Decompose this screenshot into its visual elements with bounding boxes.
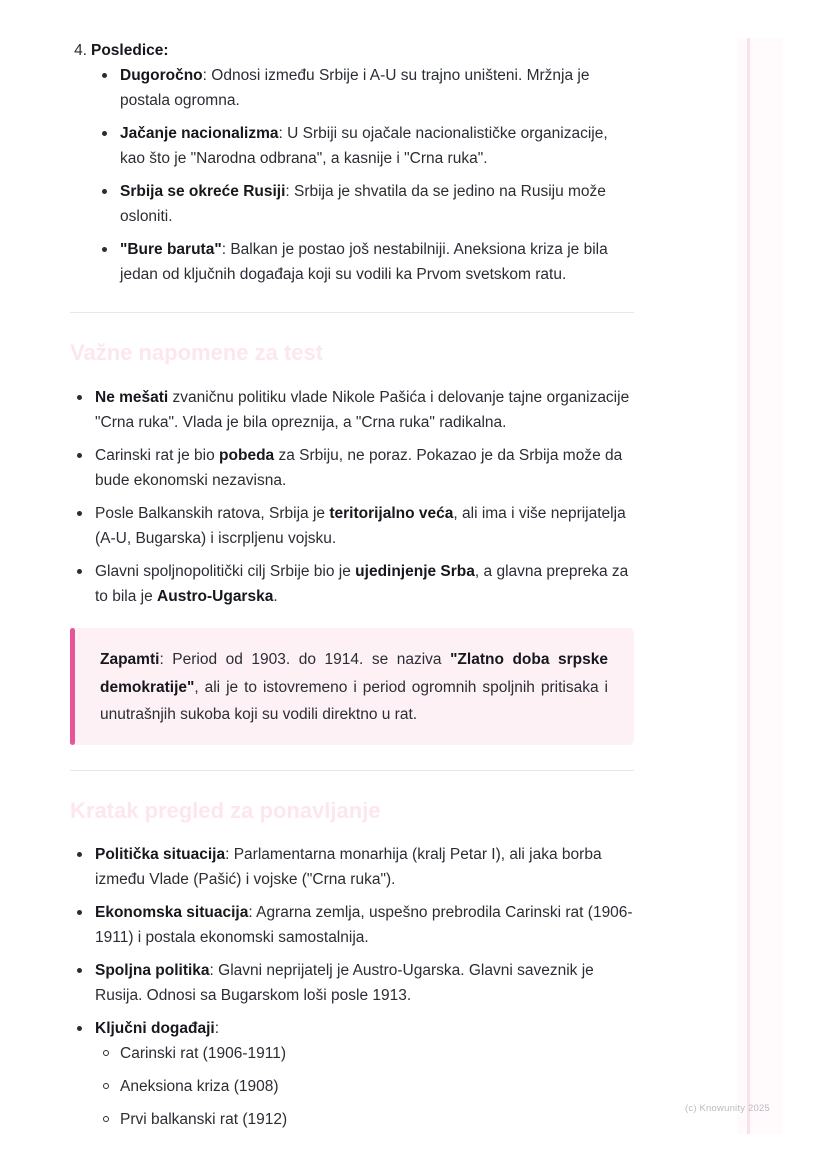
circle-bullet-icon (103, 1116, 109, 1122)
bullet-icon (77, 1026, 82, 1031)
list-item (120, 63, 634, 113)
bullet-icon (102, 247, 107, 252)
item-emphasis: teritorijalno veća (329, 505, 454, 522)
callout-emphasis: "Zlatno doba srpske demokratije" (100, 651, 608, 696)
document-page (70, 38, 634, 1140)
item-term: Ekonomska situacija (95, 903, 249, 921)
item-text: : (214, 1019, 220, 1037)
bullet-icon (77, 968, 82, 973)
bullet-icon (102, 73, 107, 78)
item-term: Srbija se okreće Rusiji (120, 183, 286, 200)
consequences-list (70, 63, 634, 287)
notes-heading: Važne napomene za test (70, 340, 324, 365)
right-margin-rail (737, 38, 783, 1134)
bullet-icon (77, 569, 82, 574)
item-text: : Odnosi između Srbije i A-U su trajno uništeni. Mržnja je postala ogromna. (120, 67, 590, 109)
notes-list (70, 385, 634, 609)
callout-label: Zapamti (100, 651, 160, 668)
review-heading: Kratak pregled za ponavljanje (70, 797, 381, 823)
list-item (95, 559, 634, 609)
item-term: Politička situacija (95, 845, 226, 863)
item-text: : Parlamentarna monarhija (kralj Petar I), ali jaka borba između Vlade (Pašić) i vojske ("Crna ruka"). (95, 845, 602, 888)
list-item (95, 385, 634, 435)
bullet-icon (77, 453, 82, 458)
item-text: Posle Balkanskih ratova, Srbija je (95, 505, 330, 522)
list-item (95, 900, 634, 950)
key-events-list (95, 1041, 634, 1132)
bullet-icon (102, 131, 107, 136)
item-text: Glavni spoljnopolitički cilj Srbije bio je (95, 563, 356, 580)
event-text: Carinski rat (1906-1911) (120, 1044, 286, 1062)
copyright-footer: (c) Knowunity 2025 (685, 1103, 770, 1114)
item-emphasis: Ne mešati (95, 389, 169, 406)
callout-accent-bar (70, 628, 75, 745)
remember-callout (70, 628, 634, 745)
right-margin-line (747, 38, 750, 1134)
item-term: Jačanje nacionalizma (120, 125, 279, 142)
bullet-icon (77, 395, 82, 400)
callout-text: , ali je to istovremeno i period ogromnih spoljnih pritisaka i unutrašnjih sukoba koji su vodili direktno u rat. (100, 678, 608, 723)
item-text: : Srbija je shvatila da se jedino na Rusiju može osloniti. (120, 183, 606, 225)
event-item (120, 1107, 634, 1132)
list-item (120, 121, 634, 171)
item-text: : U Srbiji su ojačale nacionalističke organizacije, kao što je "Narodna odbrana", a kasnije i "Crna ruka". (120, 125, 608, 167)
item-emphasis: Austro-Ugarska (157, 588, 274, 605)
bullet-icon (77, 511, 82, 516)
event-item (120, 1074, 634, 1099)
item-term: Spoljna politika (95, 961, 210, 979)
item-term: Ključni događaji (95, 1019, 215, 1037)
consequences-title: Posledice: (91, 42, 169, 59)
item-text: : Glavni neprijatelj je Austro-Ugarska. Glavni saveznik je Rusija. Odnosi sa Bugarskom loši posle 1913. (95, 961, 594, 1004)
list-number: 4. (74, 42, 87, 59)
list-item (95, 842, 634, 892)
list-item (95, 958, 634, 1008)
list-item (120, 237, 634, 287)
item-text: Carinski rat je bio (95, 447, 220, 464)
bullet-icon (102, 189, 107, 194)
item-emphasis: ujedinjenje Srba (355, 563, 475, 580)
list-item (95, 501, 634, 551)
consequences-section (70, 38, 634, 287)
event-text: Prvi balkanski rat (1912) (120, 1110, 288, 1128)
item-emphasis: pobeda (219, 447, 275, 464)
event-item (120, 1041, 634, 1066)
ordered-list-item-4 (70, 38, 634, 63)
item-text: zvaničnu politiku vlade Nikole Pašića i delovanje tajne organizacije "Crna ruka". Vlada je bila opreznija, a "Crna ruka" radikalna. (95, 389, 630, 431)
list-item (120, 179, 634, 229)
item-text: . (273, 588, 278, 605)
item-term: "Bure baruta" (120, 241, 222, 258)
item-text: , ali ima i više neprijatelja (A-U, Bugarska) i iscrpljenu vojsku. (95, 505, 626, 547)
item-term: Dugoročno (120, 67, 203, 84)
list-item (95, 443, 634, 493)
list-item (95, 1016, 634, 1132)
bullet-icon (77, 910, 82, 915)
callout-text: : Period od 1903. do 1914. se naziva (159, 651, 451, 668)
item-text: , a glavna prepreka za to bila je (95, 563, 629, 605)
review-list (70, 842, 634, 1132)
event-text: Aneksiona kriza (1908) (120, 1077, 279, 1095)
item-text: : Agrarna zemlja, uspešno prebrodila Carinski rat (1906-1911) i postala ekonomski samostalnija. (95, 903, 633, 946)
circle-bullet-icon (103, 1083, 109, 1089)
circle-bullet-icon (103, 1050, 109, 1056)
item-text: : Balkan je postao još nestabilniji. Aneksiona kriza je bila jedan od ključnih događaja koji su vodili ka Prvom svetskom ratu. (120, 241, 608, 283)
item-text: za Srbiju, ne poraz. Pokazao je da Srbija može da bude ekonomski nezavisna. (95, 447, 623, 489)
bullet-icon (77, 852, 82, 857)
